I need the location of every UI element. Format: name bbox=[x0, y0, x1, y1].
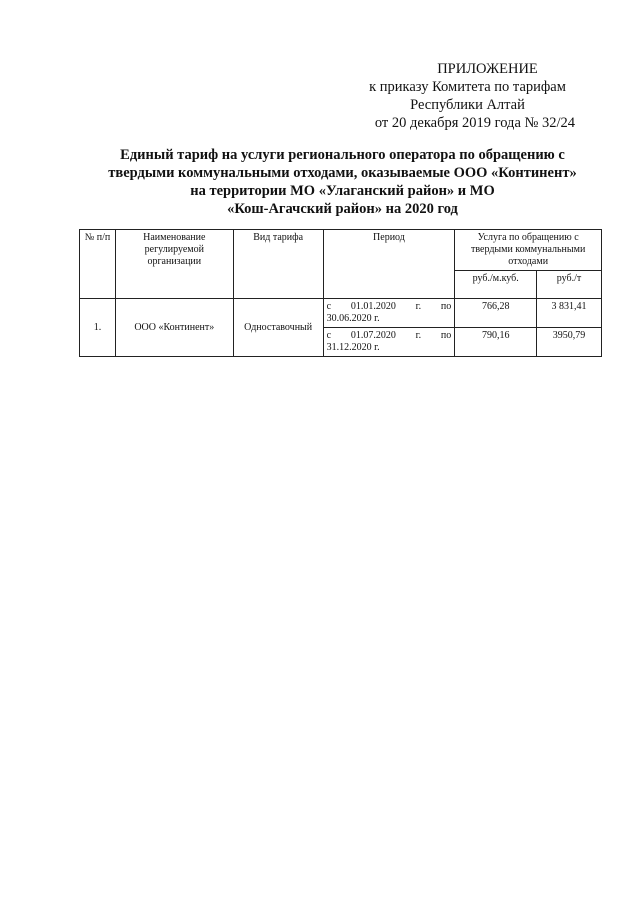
period-year-abbr: г. bbox=[415, 330, 422, 341]
header-org: Наименование регулируемой организации bbox=[115, 230, 233, 299]
order-date: от 20 декабря 2019 года № 32/24 bbox=[374, 115, 575, 131]
period-from-date: 01.01.2020 bbox=[350, 301, 396, 312]
header-unit-cubic: руб./м.куб. bbox=[455, 271, 537, 299]
value-ton: 3950,79 bbox=[537, 328, 602, 357]
period-cell bbox=[323, 299, 455, 328]
row-num: 1. bbox=[80, 299, 116, 357]
period-year-abbr: г. bbox=[415, 301, 422, 312]
title-line-2: твердыми коммунальными отходами, оказываемые ООО «Континент» bbox=[108, 165, 577, 181]
title-line-1: Единый тариф на услуги регионального оператора по обращению с bbox=[120, 147, 565, 163]
period-to-word: по bbox=[440, 301, 452, 312]
document-header bbox=[340, 60, 575, 132]
table-header-row bbox=[80, 230, 602, 271]
document-title bbox=[90, 146, 595, 218]
header-period: Период bbox=[323, 230, 455, 299]
period-from-word: с bbox=[326, 301, 332, 312]
period-from-word: с bbox=[326, 330, 332, 341]
order-reference: к приказу Комитета по тарифам bbox=[369, 79, 566, 95]
value-ton: 3 831,41 bbox=[537, 299, 602, 328]
tariff-table bbox=[79, 229, 602, 357]
value-cubic: 790,16 bbox=[455, 328, 537, 357]
header-service: Услуга по обращению с твердыми коммунальными отходами bbox=[455, 230, 602, 271]
period-to-date: 30.06.2020 г. bbox=[326, 313, 380, 324]
appendix-label: ПРИЛОЖЕНИЕ bbox=[437, 61, 538, 77]
period-from-date: 01.07.2020 bbox=[350, 330, 396, 341]
period-to-word: по bbox=[440, 330, 452, 341]
header-unit-ton: руб./т bbox=[537, 271, 602, 299]
value-cubic: 766,28 bbox=[455, 299, 537, 328]
period-to-date: 31.12.2020 г. bbox=[326, 342, 380, 353]
period-cell bbox=[323, 328, 455, 357]
title-line-4: «Кош-Агачский район» на 2020 год bbox=[227, 201, 458, 217]
republic-name: Республики Алтай bbox=[410, 97, 525, 113]
table-row bbox=[80, 299, 602, 328]
row-type: Одноставочный bbox=[233, 299, 323, 357]
header-num: № п/п bbox=[80, 230, 116, 299]
title-line-3: на территории МО «Улаганский район» и МО bbox=[190, 183, 495, 199]
row-org: ООО «Континент» bbox=[115, 299, 233, 357]
header-type: Вид тарифа bbox=[233, 230, 323, 299]
